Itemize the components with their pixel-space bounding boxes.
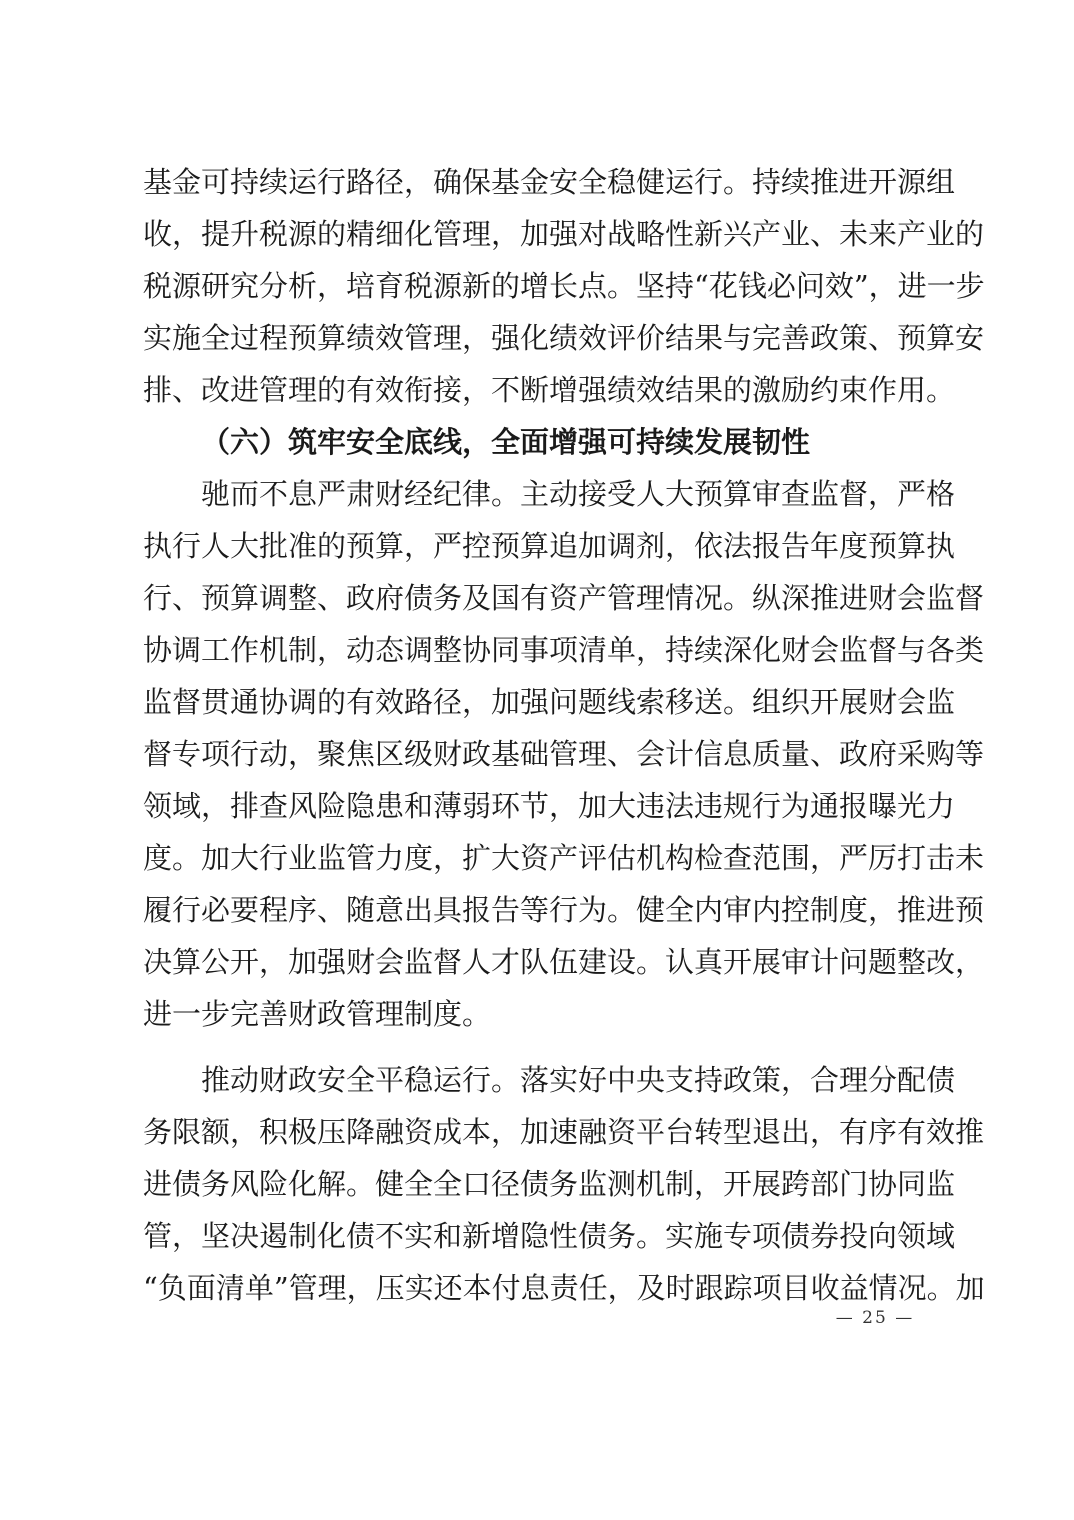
paragraph-line: 税源研究分析，培育税源新的增长点。坚持“花钱必问效”，进一步 xyxy=(143,269,985,303)
paragraph-line: 排、改进管理的有效衔接，不断增强绩效结果的激励约束作用。 xyxy=(143,373,956,407)
paragraph-line: 进一步完善财政管理制度。 xyxy=(143,997,492,1031)
paragraph-line: 实施全过程预算绩效管理，强化绩效评价结果与完善政策、预算安 xyxy=(143,321,985,355)
paragraph-line: 基金可持续运行路径，确保基金安全稳健运行。持续推进开源组 xyxy=(143,165,956,199)
page-number: — 25 — xyxy=(835,1308,915,1328)
paragraph-line: 度。加大行业监管力度，扩大资产评估机构检查范围，严厉打击未 xyxy=(143,841,985,875)
paragraph-line: 决算公开，加强财会监督人才队伍建设。认真开展审计问题整改， xyxy=(143,945,985,979)
paragraph-line: 收，提升税源的精细化管理，加强对战略性新兴产业、未来产业的 xyxy=(143,217,985,251)
paragraph-line: 进债务风险化解。健全全口径债务监测机制，开展跨部门协同监 xyxy=(143,1167,956,1201)
paragraph-line: “负面清单”管理，压实还本付息责任，及时跟踪项目收益情况。加 xyxy=(143,1271,985,1305)
paragraph-line: 推动财政安全平稳运行。落实好中央支持政策，合理分配债 xyxy=(201,1063,956,1097)
paragraph-line: 执行人大批准的预算，严控预算追加调剂，依法报告年度预算执 xyxy=(143,529,956,563)
paragraph-line: 驰而不息严肃财经纪律。主动接受人大预算审查监督，严格 xyxy=(201,477,956,511)
paragraph-line: 务限额，积极压降融资成本，加速融资平台转型退出，有序有效推 xyxy=(143,1115,985,1149)
paragraph-line: 监督贯通协调的有效路径，加强问题线索移送。组织开展财会监 xyxy=(143,685,956,719)
paragraph-line: 管，坚决遏制化债不实和新增隐性债务。实施专项债券投向领域 xyxy=(143,1219,956,1253)
paragraph-line: 督专项行动，聚焦区级财政基础管理、会计信息质量、政府采购等 xyxy=(143,737,985,771)
paragraph-line: 行、预算调整、政府债务及国有资产管理情况。纵深推进财会监督 xyxy=(143,581,985,615)
paragraph-line: 协调工作机制，动态调整协同事项清单，持续深化财会监督与各类 xyxy=(143,633,985,667)
paragraph-line: 领域，排查风险隐患和薄弱环节，加大违法违规行为通报曝光力 xyxy=(143,789,956,823)
section-heading: （六）筑牢安全底线，全面增强可持续发展韧性 xyxy=(201,425,811,459)
paragraph-line: 履行必要程序、随意出具报告等行为。健全内审内控制度，推进预 xyxy=(143,893,985,927)
